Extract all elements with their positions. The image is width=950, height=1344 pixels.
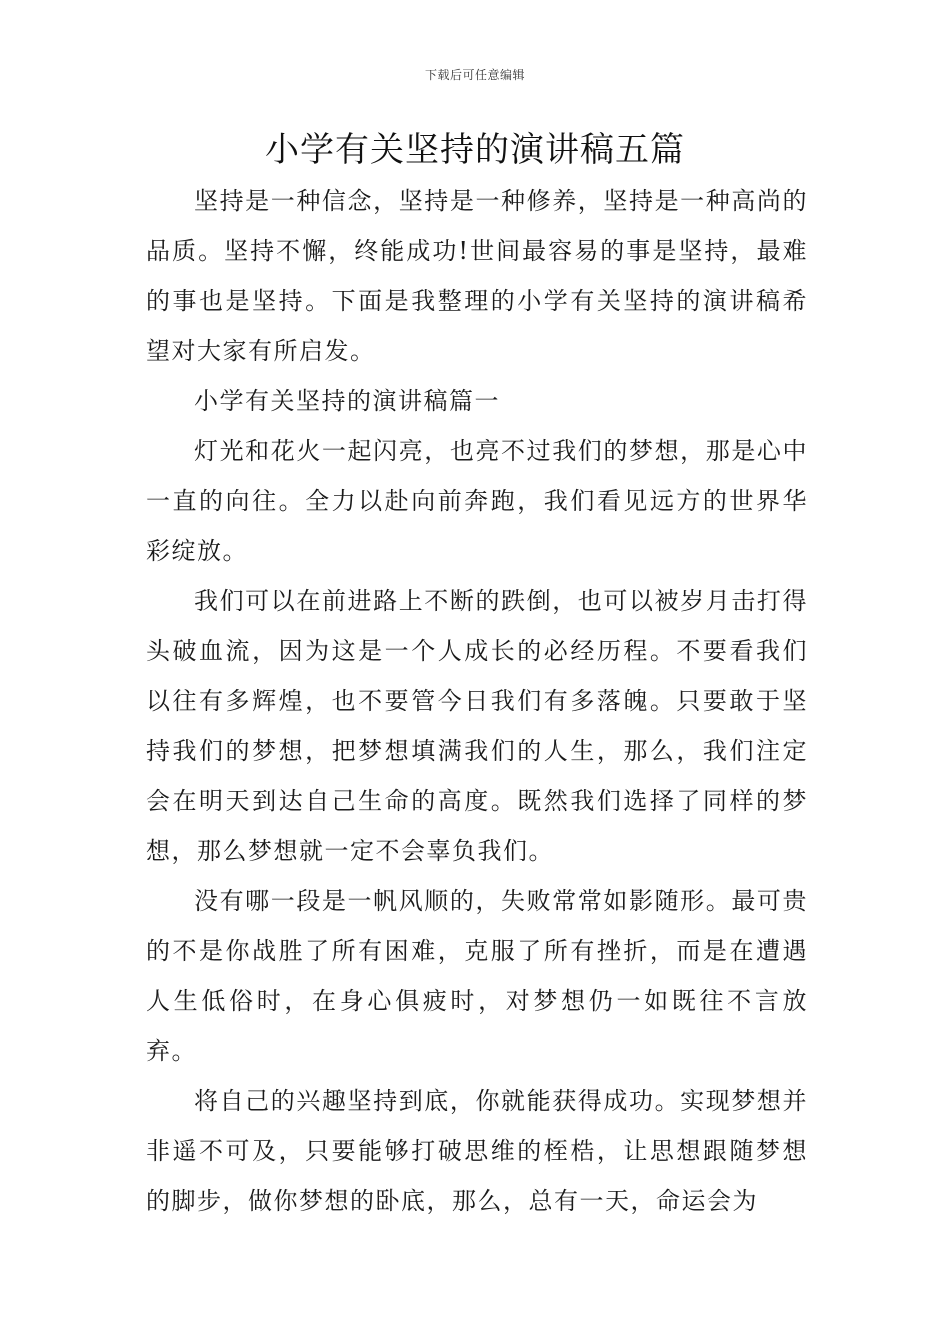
document-title: 小学有关坚持的演讲稿五篇: [265, 130, 685, 170]
document-body: [146, 176, 808, 1226]
header-note: 下载后可任意编辑: [424, 68, 525, 82]
paragraph: 我们可以在前进路上不断的跌倒，也可以被岁月击打得头破血流，因为这是一个人成长的必经历程。不要看我们以往有多辉煌，也不要管今日我们有多落魄。只要敢于坚持我们的梦想，把梦想填满我们的人生，那么，我们注定会在明天到达自己生命的高度。既然我们选择了同样的梦想，那么梦想就一定不会辜负我们。: [146, 587, 808, 865]
section-heading: 小学有关坚持的演讲稿篇一: [194, 387, 500, 415]
paragraph: 灯光和花火一起闪亮，也亮不过我们的梦想，那是心中一直的向往。全力以赴向前奔跑，我们看见远方的世界华彩绽放。: [146, 437, 808, 565]
paragraph: 将自己的兴趣坚持到底，你就能获得成功。实现梦想并非遥不可及，只要能够打破思维的桎梏，让思想跟随梦想的脚步，做你梦想的卧底，那么，总有一天，命运会为: [146, 1087, 808, 1215]
paragraph-intro: 坚持是一种信念，坚持是一种修养，坚持是一种高尚的品质。坚持不懈，终能成功!世间最容易的事是坚持，最难的事也是坚持。下面是我整理的小学有关坚持的演讲稿希望对大家有所启发。: [146, 187, 808, 365]
paragraph: 没有哪一段是一帆风顺的，失败常常如影随形。最可贵的不是你战胜了所有困难，克服了所有挫折，而是在遭遇人生低俗时，在身心俱疲时，对梦想仍一如既往不言放弃。: [146, 887, 808, 1065]
